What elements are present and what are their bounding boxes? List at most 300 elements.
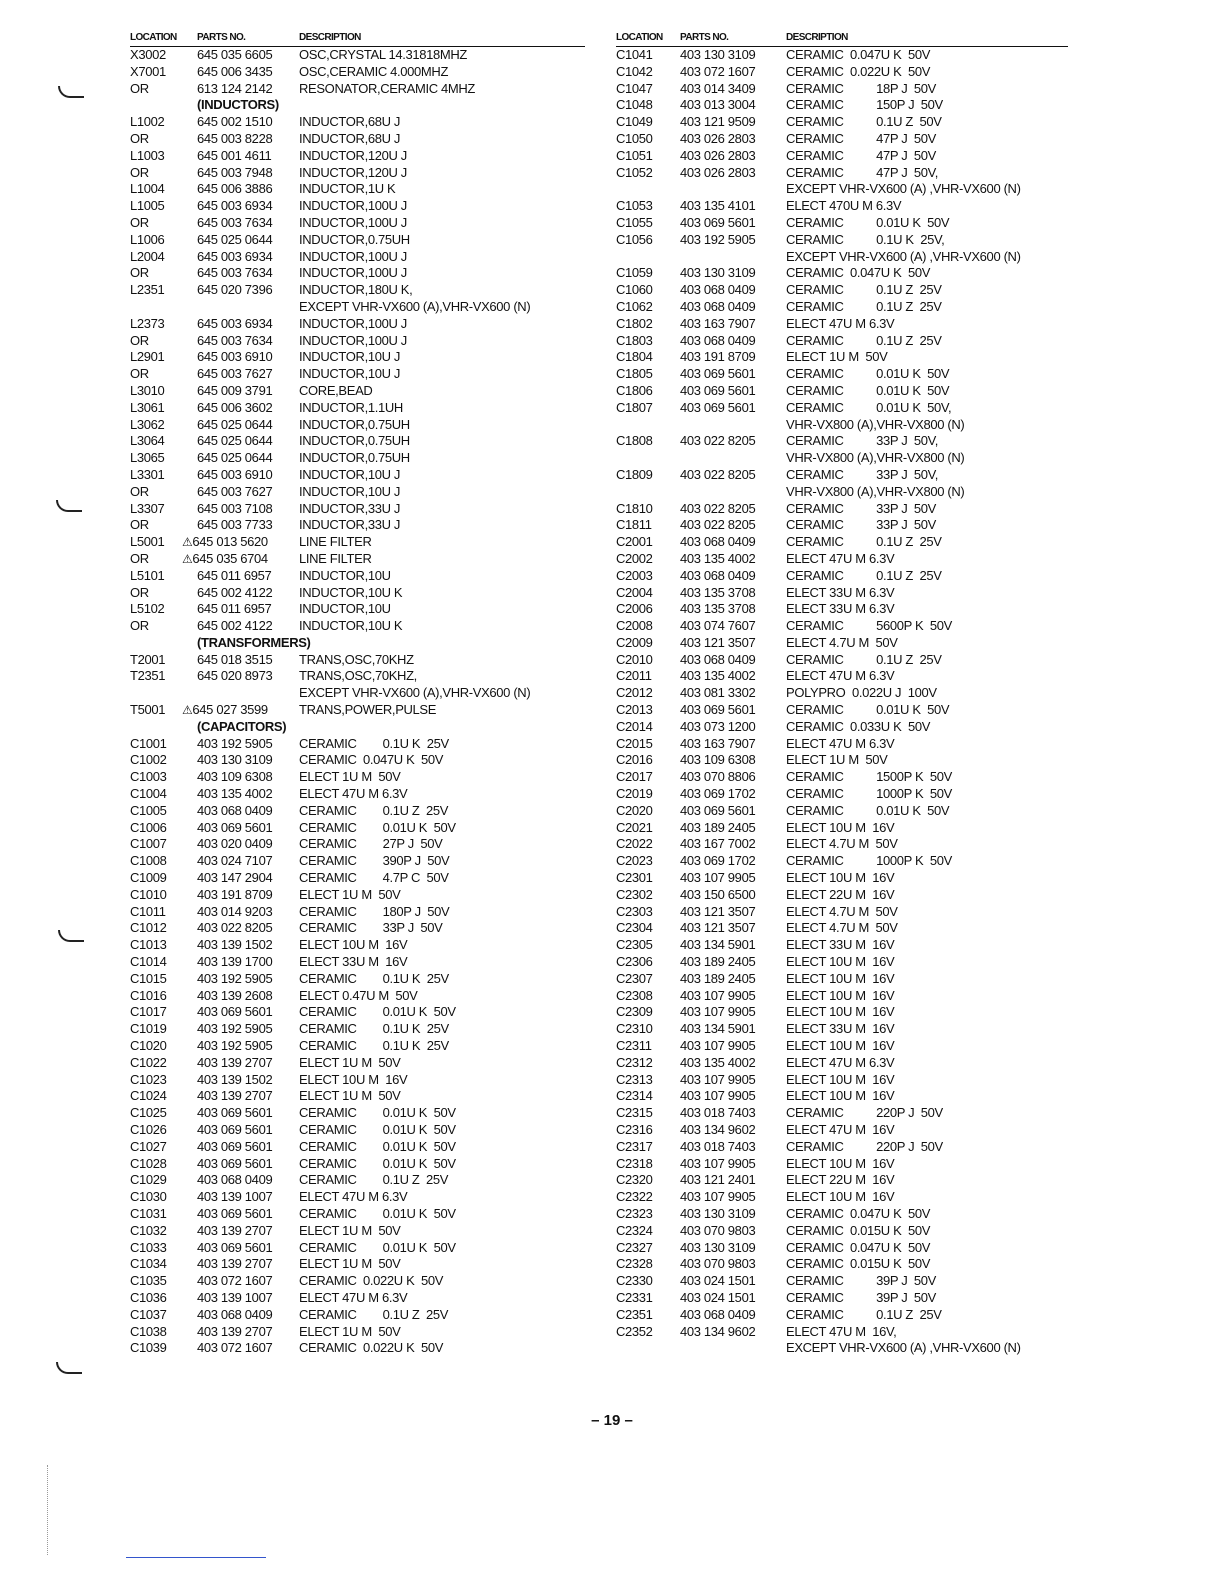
table-row: [130, 1055, 585, 1072]
table-row: [130, 1156, 585, 1173]
description-cell: CERAMIC 0.01U K 50V: [299, 1004, 456, 1020]
parts-no-cell: 403 014 3409: [680, 80, 756, 96]
location-cell: C2323: [616, 1205, 653, 1221]
parts-no-cell: 403 192 5905: [197, 1021, 273, 1037]
table-row: [616, 383, 1068, 400]
location-cell: C2314: [616, 1088, 653, 1104]
description-cell: OSC,CERAMIC 4.000MHZ: [299, 63, 449, 79]
table-row: [130, 1021, 585, 1038]
description-cell: ELECT 10U M 16V: [786, 819, 895, 835]
location-cell: C2021: [616, 819, 653, 835]
parts-no-cell: 403 069 1702: [680, 786, 756, 802]
table-row: [130, 316, 585, 333]
location-cell: C2015: [616, 735, 653, 751]
parts-no-cell: 645 025 0644: [197, 231, 273, 247]
table-row: [130, 1223, 585, 1240]
parts-no-cell: 645 009 3791: [197, 382, 273, 398]
location-cell: C1005: [130, 802, 167, 818]
description-cell: CERAMIC 39P J 50V: [786, 1289, 936, 1305]
description-cell: CERAMIC 33P J 50V,: [786, 466, 939, 482]
parts-no-cell: 403 167 7002: [680, 836, 756, 852]
parts-no-cell: 403 130 3109: [680, 265, 756, 281]
location-cell: C2014: [616, 718, 653, 734]
description-cell: EXCEPT VHR-VX600 (A),VHR-VX600 (N): [299, 685, 531, 701]
parts-no-cell: 403 072 1607: [197, 1273, 273, 1289]
description-cell: CERAMIC 0.015U K 50V: [786, 1256, 931, 1272]
description-cell: ELECT 47U M 16V,: [786, 1323, 897, 1339]
table-row: [130, 702, 585, 719]
parts-no-cell: 403 121 9509: [680, 114, 756, 130]
parts-no-cell: 645 025 0644: [197, 416, 273, 432]
description-cell: CERAMIC 0.01U K 50V: [299, 1122, 456, 1137]
description-cell: ELECT 1U M 50V: [299, 1222, 401, 1238]
description-cell: RESONATOR,CERAMIC 4MHZ: [299, 80, 476, 96]
location-cell: L1006: [130, 231, 165, 247]
table-row: [616, 484, 1068, 501]
binding-hole-mark: [58, 930, 84, 942]
table-row: [130, 198, 585, 215]
location-cell: OR: [130, 265, 149, 281]
table-row: [616, 820, 1068, 837]
location-cell: C1016: [130, 987, 167, 1003]
description-cell: ELECT 10U M 16V: [786, 1071, 895, 1087]
parts-no-cell: 403 134 5901: [680, 937, 756, 953]
table-row: [130, 467, 585, 484]
parts-no-cell: 403 024 1501: [680, 1273, 756, 1289]
location-cell: C1027: [130, 1138, 167, 1154]
parts-no-cell: 403 121 2401: [680, 1172, 756, 1188]
location-cell: L3301: [130, 466, 165, 482]
parts-no-cell: 403 135 4002: [680, 668, 756, 684]
description-cell: INDUCTOR,1.1UH: [299, 399, 403, 415]
parts-no-cell: 403 192 5905: [680, 231, 756, 247]
parts-no-cell: 403 107 9905: [680, 987, 756, 1003]
location-cell: C2003: [616, 567, 653, 583]
parts-no-cell: 645 003 7627: [197, 483, 273, 499]
description-cell: CERAMIC 0.01U K 50V: [299, 1205, 456, 1221]
description-cell: VHR-VX800 (A),VHR-VX800 (N): [786, 450, 965, 466]
table-row: [130, 1240, 585, 1257]
parts-no-cell: 403 068 0409: [680, 1306, 756, 1322]
description-cell: CERAMIC 33P J 50V,: [786, 433, 939, 449]
parts-no-cell: 403 069 5601: [197, 1155, 273, 1171]
table-row: [616, 585, 1068, 602]
table-row: [616, 81, 1068, 98]
location-cell: L5101: [130, 567, 165, 583]
location-cell: C2316: [616, 1122, 653, 1137]
description-cell: ELECT 1U M 50V: [299, 769, 401, 785]
parts-no-cell: 403 191 8709: [680, 349, 756, 365]
table-row: [130, 1273, 585, 1290]
location-cell: L5001: [130, 534, 165, 550]
parts-no-cell: 403 139 2707: [197, 1256, 273, 1272]
parts-no-cell: 403 134 9602: [680, 1323, 756, 1339]
description-cell: INDUCTOR,0.75UH: [299, 450, 410, 466]
parts-no-cell: 645 035 6605: [197, 47, 273, 62]
location-cell: OR: [130, 584, 149, 600]
description-cell: CERAMIC 0.01U K 50V: [299, 1138, 456, 1154]
location-cell: C2019: [616, 786, 653, 802]
location-cell: C1809: [616, 466, 653, 482]
parts-no-cell: 403 026 2803: [680, 130, 756, 146]
table-row: [616, 1256, 1068, 1273]
description-cell: CERAMIC 0.1U Z 25V: [786, 332, 942, 348]
description-cell: CERAMIC 47P J 50V: [786, 147, 936, 163]
parts-no-cell: 403 069 5601: [197, 819, 273, 835]
parts-no-cell: 403 074 7607: [680, 618, 756, 634]
table-row: [130, 148, 585, 165]
table-row: [616, 1156, 1068, 1173]
parts-no-cell: 645 002 4122: [197, 618, 273, 634]
table-row: [616, 517, 1068, 534]
parts-no-cell: 645 006 3886: [197, 181, 273, 197]
table-row: [616, 534, 1068, 551]
location-cell: C1811: [616, 517, 652, 533]
scan-artifact: [47, 1465, 50, 1555]
parts-no-cell: 403 109 6308: [197, 769, 273, 785]
location-cell: L2351: [130, 282, 165, 298]
parts-no-cell: 403 022 8205: [680, 517, 756, 533]
table-row: [616, 114, 1068, 131]
parts-no-cell: [182, 551, 268, 568]
table-row: [130, 450, 585, 467]
parts-no-cell: 403 026 2803: [680, 147, 756, 163]
table-row: [616, 1290, 1068, 1307]
parts-no-cell: 403 135 4002: [680, 1054, 756, 1070]
location-cell: C2022: [616, 836, 653, 852]
parts-no-cell: 403 163 7907: [680, 735, 756, 751]
description-cell: INDUCTOR,10U J: [299, 349, 401, 365]
parts-no-cell: 403 081 3302: [680, 685, 756, 701]
description-cell: ELECT 1U M 50V: [299, 1323, 401, 1339]
location-cell: C1023: [130, 1071, 167, 1087]
description-cell: OSC,CRYSTAL 14.31818MHZ: [299, 47, 468, 62]
location-cell: C2315: [616, 1105, 653, 1121]
parts-no-cell: 403 069 5601: [197, 1004, 273, 1020]
table-row: [130, 685, 585, 702]
description-cell: ELECT 10U M 16V: [786, 970, 895, 986]
description-cell: CERAMIC 0.01U K 50V: [786, 702, 950, 718]
table-row: [616, 1072, 1068, 1089]
description-cell: CERAMIC 0.047U K 50V: [786, 265, 931, 281]
parts-no-cell: 403 139 1007: [197, 1289, 273, 1305]
description-cell: CERAMIC 33P J 50V: [786, 500, 936, 516]
description-cell: CERAMIC 0.1U K 25V: [299, 1021, 449, 1037]
location-cell: OR: [130, 366, 149, 382]
table-row: [130, 299, 585, 316]
table-row: [130, 618, 585, 635]
description-cell: CERAMIC 0.022U K 50V: [299, 1273, 444, 1289]
header-description: DESCRIPTION: [299, 32, 361, 43]
parts-no-cell: 403 107 9905: [680, 1189, 756, 1205]
location-cell: C1030: [130, 1189, 167, 1205]
description-cell: CERAMIC 0.01U K 50V: [786, 366, 950, 382]
location-cell: C1032: [130, 1222, 167, 1238]
table-row: [130, 433, 585, 450]
table-row: [130, 484, 585, 501]
description-cell: EXCEPT VHR-VX600 (A) ,VHR-VX600 (N): [786, 1340, 1021, 1356]
parts-no-cell: 645 003 7634: [197, 332, 273, 348]
table-row: [616, 47, 1068, 64]
parts-no-cell: 645 003 7634: [197, 265, 273, 281]
table-row: [130, 803, 585, 820]
table-row: [130, 937, 585, 954]
table-row: [616, 1055, 1068, 1072]
location-cell: C2304: [616, 920, 653, 936]
location-cell: L3010: [130, 382, 165, 398]
location-cell: C1008: [130, 853, 167, 869]
description-cell: EXCEPT VHR-VX600 (A),VHR-VX600 (N): [299, 298, 531, 314]
parts-no-cell: 403 139 2608: [197, 987, 273, 1003]
parts-no-cell: 403 072 1607: [680, 63, 756, 79]
parts-no-cell: 403 139 1700: [197, 954, 273, 970]
parts-no-value: 645 027 3599: [192, 702, 268, 718]
location-cell: C1012: [130, 920, 167, 936]
parts-no-cell: 403 022 8205: [680, 433, 756, 449]
description-cell: CERAMIC 0.1U Z 25V: [786, 567, 942, 583]
description-cell: ELECT 47U M 6.3V: [786, 735, 895, 751]
parts-no-cell: 403 121 3507: [680, 920, 756, 936]
parts-no-cell: 403 069 5601: [680, 802, 756, 818]
description-cell: ELECT 10U M 16V: [786, 870, 895, 886]
location-cell: C2310: [616, 1021, 653, 1037]
description-cell: ELECT 22U M 16V: [786, 1172, 895, 1188]
table-row: [130, 97, 585, 114]
parts-no-cell: 403 130 3109: [680, 1205, 756, 1221]
parts-no-cell: 645 003 6910: [197, 466, 273, 482]
description-cell: CERAMIC 0.1U Z 25V: [786, 534, 942, 550]
table-row: [616, 433, 1068, 450]
description-cell: CERAMIC 0.033U K 50V: [786, 718, 931, 734]
parts-no-cell: 645 001 4611: [197, 147, 272, 163]
table-row: [130, 769, 585, 786]
parts-no-cell: 403 192 5905: [197, 1038, 273, 1054]
parts-no-cell: 403 147 2904: [197, 870, 273, 886]
location-cell: L5102: [130, 601, 165, 617]
description-cell: TRANS,OSC,70KHZ,: [299, 668, 417, 684]
table-row: [616, 1240, 1068, 1257]
parts-no-cell: 403 107 9905: [680, 1155, 756, 1171]
description-cell: ELECT 33U M 6.3V: [786, 601, 895, 617]
location-cell: C1049: [616, 114, 653, 130]
parts-no-cell: 645 020 8973: [197, 668, 273, 684]
location-cell: C1010: [130, 886, 167, 902]
table-row: [130, 585, 585, 602]
description-cell: CERAMIC 47P J 50V: [786, 130, 936, 146]
location-cell: L3065: [130, 450, 165, 466]
description-cell: CERAMIC 0.047U K 50V: [299, 752, 444, 768]
table-row: [130, 988, 585, 1005]
description-cell: ELECT 47U M 6.3V: [299, 1289, 408, 1305]
safety-warning-icon: ⚠: [182, 703, 193, 718]
location-cell: C1004: [130, 786, 167, 802]
table-row: [616, 349, 1068, 366]
description-cell: ELECT 47U M 6.3V: [299, 786, 408, 802]
table-row: [616, 1105, 1068, 1122]
description-cell: INDUCTOR,10U: [299, 601, 391, 617]
location-cell: C2317: [616, 1138, 653, 1154]
table-row: [130, 853, 585, 870]
table-row: [616, 1223, 1068, 1240]
location-cell: C1011: [130, 903, 166, 919]
description-cell: INDUCTOR,100U J: [299, 265, 407, 281]
location-cell: L3064: [130, 433, 165, 449]
table-row: [130, 1122, 585, 1139]
table-row: [616, 769, 1068, 786]
description-cell: CERAMIC 180P J 50V: [299, 903, 450, 919]
parts-no-cell: 403 121 3507: [680, 634, 756, 650]
description-cell: ELECT 0.47U M 50V: [299, 987, 418, 1003]
table-row: [616, 971, 1068, 988]
location-cell: C1803: [616, 332, 653, 348]
parts-no-cell: 403 068 0409: [197, 1172, 273, 1188]
table-row: [616, 1273, 1068, 1290]
parts-no-cell: 403 139 2707: [197, 1323, 273, 1339]
parts-no-cell: 403 191 8709: [197, 886, 273, 902]
table-row: [130, 282, 585, 299]
location-cell: C1807: [616, 399, 653, 415]
location-cell: C2002: [616, 550, 653, 566]
table-row: [130, 920, 585, 937]
description-cell: CERAMIC 0.1U Z 25V: [786, 298, 942, 314]
table-row: [616, 64, 1068, 81]
parts-no-cell: 403 135 4002: [680, 550, 756, 566]
parts-no-cell: (TRANSFORMERS): [197, 634, 311, 650]
parts-no-cell: 645 025 0644: [197, 433, 273, 449]
table-row: [130, 1256, 585, 1273]
table-row: [616, 568, 1068, 585]
description-cell: LINE FILTER: [299, 534, 372, 550]
description-cell: CERAMIC 0.1U Z 25V: [786, 651, 942, 667]
parts-no-cell: 403 022 8205: [680, 466, 756, 482]
table-row: [130, 333, 585, 350]
table-row: [616, 752, 1068, 769]
description-cell: CERAMIC 0.015U K 50V: [786, 1222, 931, 1238]
parts-no-cell: 403 068 0409: [197, 802, 273, 818]
parts-no-cell: 403 121 3507: [680, 903, 756, 919]
table-row: [130, 131, 585, 148]
location-cell: L2004: [130, 248, 165, 264]
location-cell: X7001: [130, 63, 166, 79]
table-row: [616, 1189, 1068, 1206]
table-row: [616, 265, 1068, 282]
table-row: [616, 501, 1068, 518]
location-cell: C1053: [616, 198, 653, 214]
description-cell: CERAMIC 1000P K 50V: [786, 853, 952, 869]
table-row: [616, 450, 1068, 467]
description-cell: INDUCTOR,10U K: [299, 584, 403, 600]
column-header: [130, 32, 585, 47]
parts-no-value: 645 013 5620: [192, 534, 268, 550]
location-cell: C1056: [616, 231, 653, 247]
location-cell: C1028: [130, 1155, 167, 1171]
location-cell: C1013: [130, 937, 167, 953]
description-cell: ELECT 1U M 50V: [299, 886, 401, 902]
description-cell: ELECT 47U M 6.3V: [786, 550, 895, 566]
description-cell: INDUCTOR,120U J: [299, 147, 407, 163]
parts-no-cell: 403 069 5601: [197, 1122, 273, 1137]
parts-no-cell: (INDUCTORS): [197, 97, 279, 113]
description-cell: ELECT 33U M 16V: [786, 1021, 895, 1037]
parts-column-right: [616, 32, 1068, 1357]
parts-no-cell: 403 022 8205: [197, 920, 273, 936]
parts-no-cell: 403 192 5905: [197, 970, 273, 986]
location-cell: OR: [130, 130, 149, 146]
table-row: [616, 937, 1068, 954]
description-cell: INDUCTOR,33U J: [299, 517, 401, 533]
location-cell: L3061: [130, 399, 165, 415]
location-cell: C1003: [130, 769, 167, 785]
description-cell: ELECT 10U M 16V: [786, 1004, 895, 1020]
parts-no-cell: 403 134 5901: [680, 1021, 756, 1037]
parts-no-cell: 645 011 6957: [197, 567, 272, 583]
table-row: [616, 131, 1068, 148]
table-row: [130, 81, 585, 98]
description-cell: CERAMIC 220P J 50V: [786, 1138, 943, 1154]
parts-no-cell: 645 006 3435: [197, 63, 273, 79]
description-cell: CERAMIC 1500P K 50V: [786, 769, 952, 785]
parts-no-cell: 403 135 4002: [197, 786, 273, 802]
table-row: [616, 685, 1068, 702]
location-cell: C2023: [616, 853, 653, 869]
parts-no-cell: 403 107 9905: [680, 1071, 756, 1087]
description-cell: ELECT 1U M 50V: [786, 349, 888, 365]
parts-no-cell: 403 139 2707: [197, 1054, 273, 1070]
location-cell: C1804: [616, 349, 653, 365]
table-row: [130, 1189, 585, 1206]
location-cell: C2320: [616, 1172, 653, 1188]
parts-no-cell: 613 124 2142: [197, 80, 273, 96]
location-cell: C1051: [616, 147, 653, 163]
parts-no-cell: 403 163 7907: [680, 315, 756, 331]
table-row: [616, 1206, 1068, 1223]
safety-warning-icon: ⚠: [182, 535, 193, 550]
table-row: [130, 904, 585, 921]
description-cell: EXCEPT VHR-VX600 (A) ,VHR-VX600 (N): [786, 181, 1021, 197]
table-row: [130, 47, 585, 64]
location-cell: C2016: [616, 752, 653, 768]
parts-no-cell: 403 139 1007: [197, 1189, 273, 1205]
parts-no-cell: 645 020 7396: [197, 282, 273, 298]
description-cell: INDUCTOR,10U J: [299, 483, 401, 499]
table-row: [130, 1206, 585, 1223]
description-cell: CERAMIC 0.1U K 25V,: [786, 231, 945, 247]
description-cell: ELECT 1U M 50V: [299, 1054, 401, 1070]
parts-no-cell: 403 070 9803: [680, 1256, 756, 1272]
location-cell: OR: [130, 214, 149, 230]
location-cell: C2009: [616, 634, 653, 650]
table-row: [616, 299, 1068, 316]
table-row: [616, 215, 1068, 232]
parts-no-cell: 403 013 3004: [680, 97, 756, 113]
parts-no-cell: 403 069 5601: [197, 1138, 273, 1154]
parts-no-cell: 645 003 7733: [197, 517, 273, 533]
header-location: LOCATION: [130, 32, 177, 43]
location-cell: C2308: [616, 987, 653, 1003]
location-cell: C2020: [616, 802, 653, 818]
location-cell: C2006: [616, 601, 653, 617]
parts-no-cell: [182, 534, 268, 551]
description-cell: ELECT 47U M 6.3V: [786, 1054, 895, 1070]
table-row: [130, 417, 585, 434]
description-cell: ELECT 10U M 16V: [786, 1038, 895, 1054]
location-cell: T2001: [130, 651, 166, 667]
parts-no-cell: 403 024 1501: [680, 1289, 756, 1305]
parts-no-cell: 645 003 6934: [197, 315, 273, 331]
description-cell: ELECT 10U M 16V: [786, 987, 895, 1003]
description-cell: CERAMIC 390P J 50V: [299, 853, 450, 869]
table-row: [616, 719, 1068, 736]
